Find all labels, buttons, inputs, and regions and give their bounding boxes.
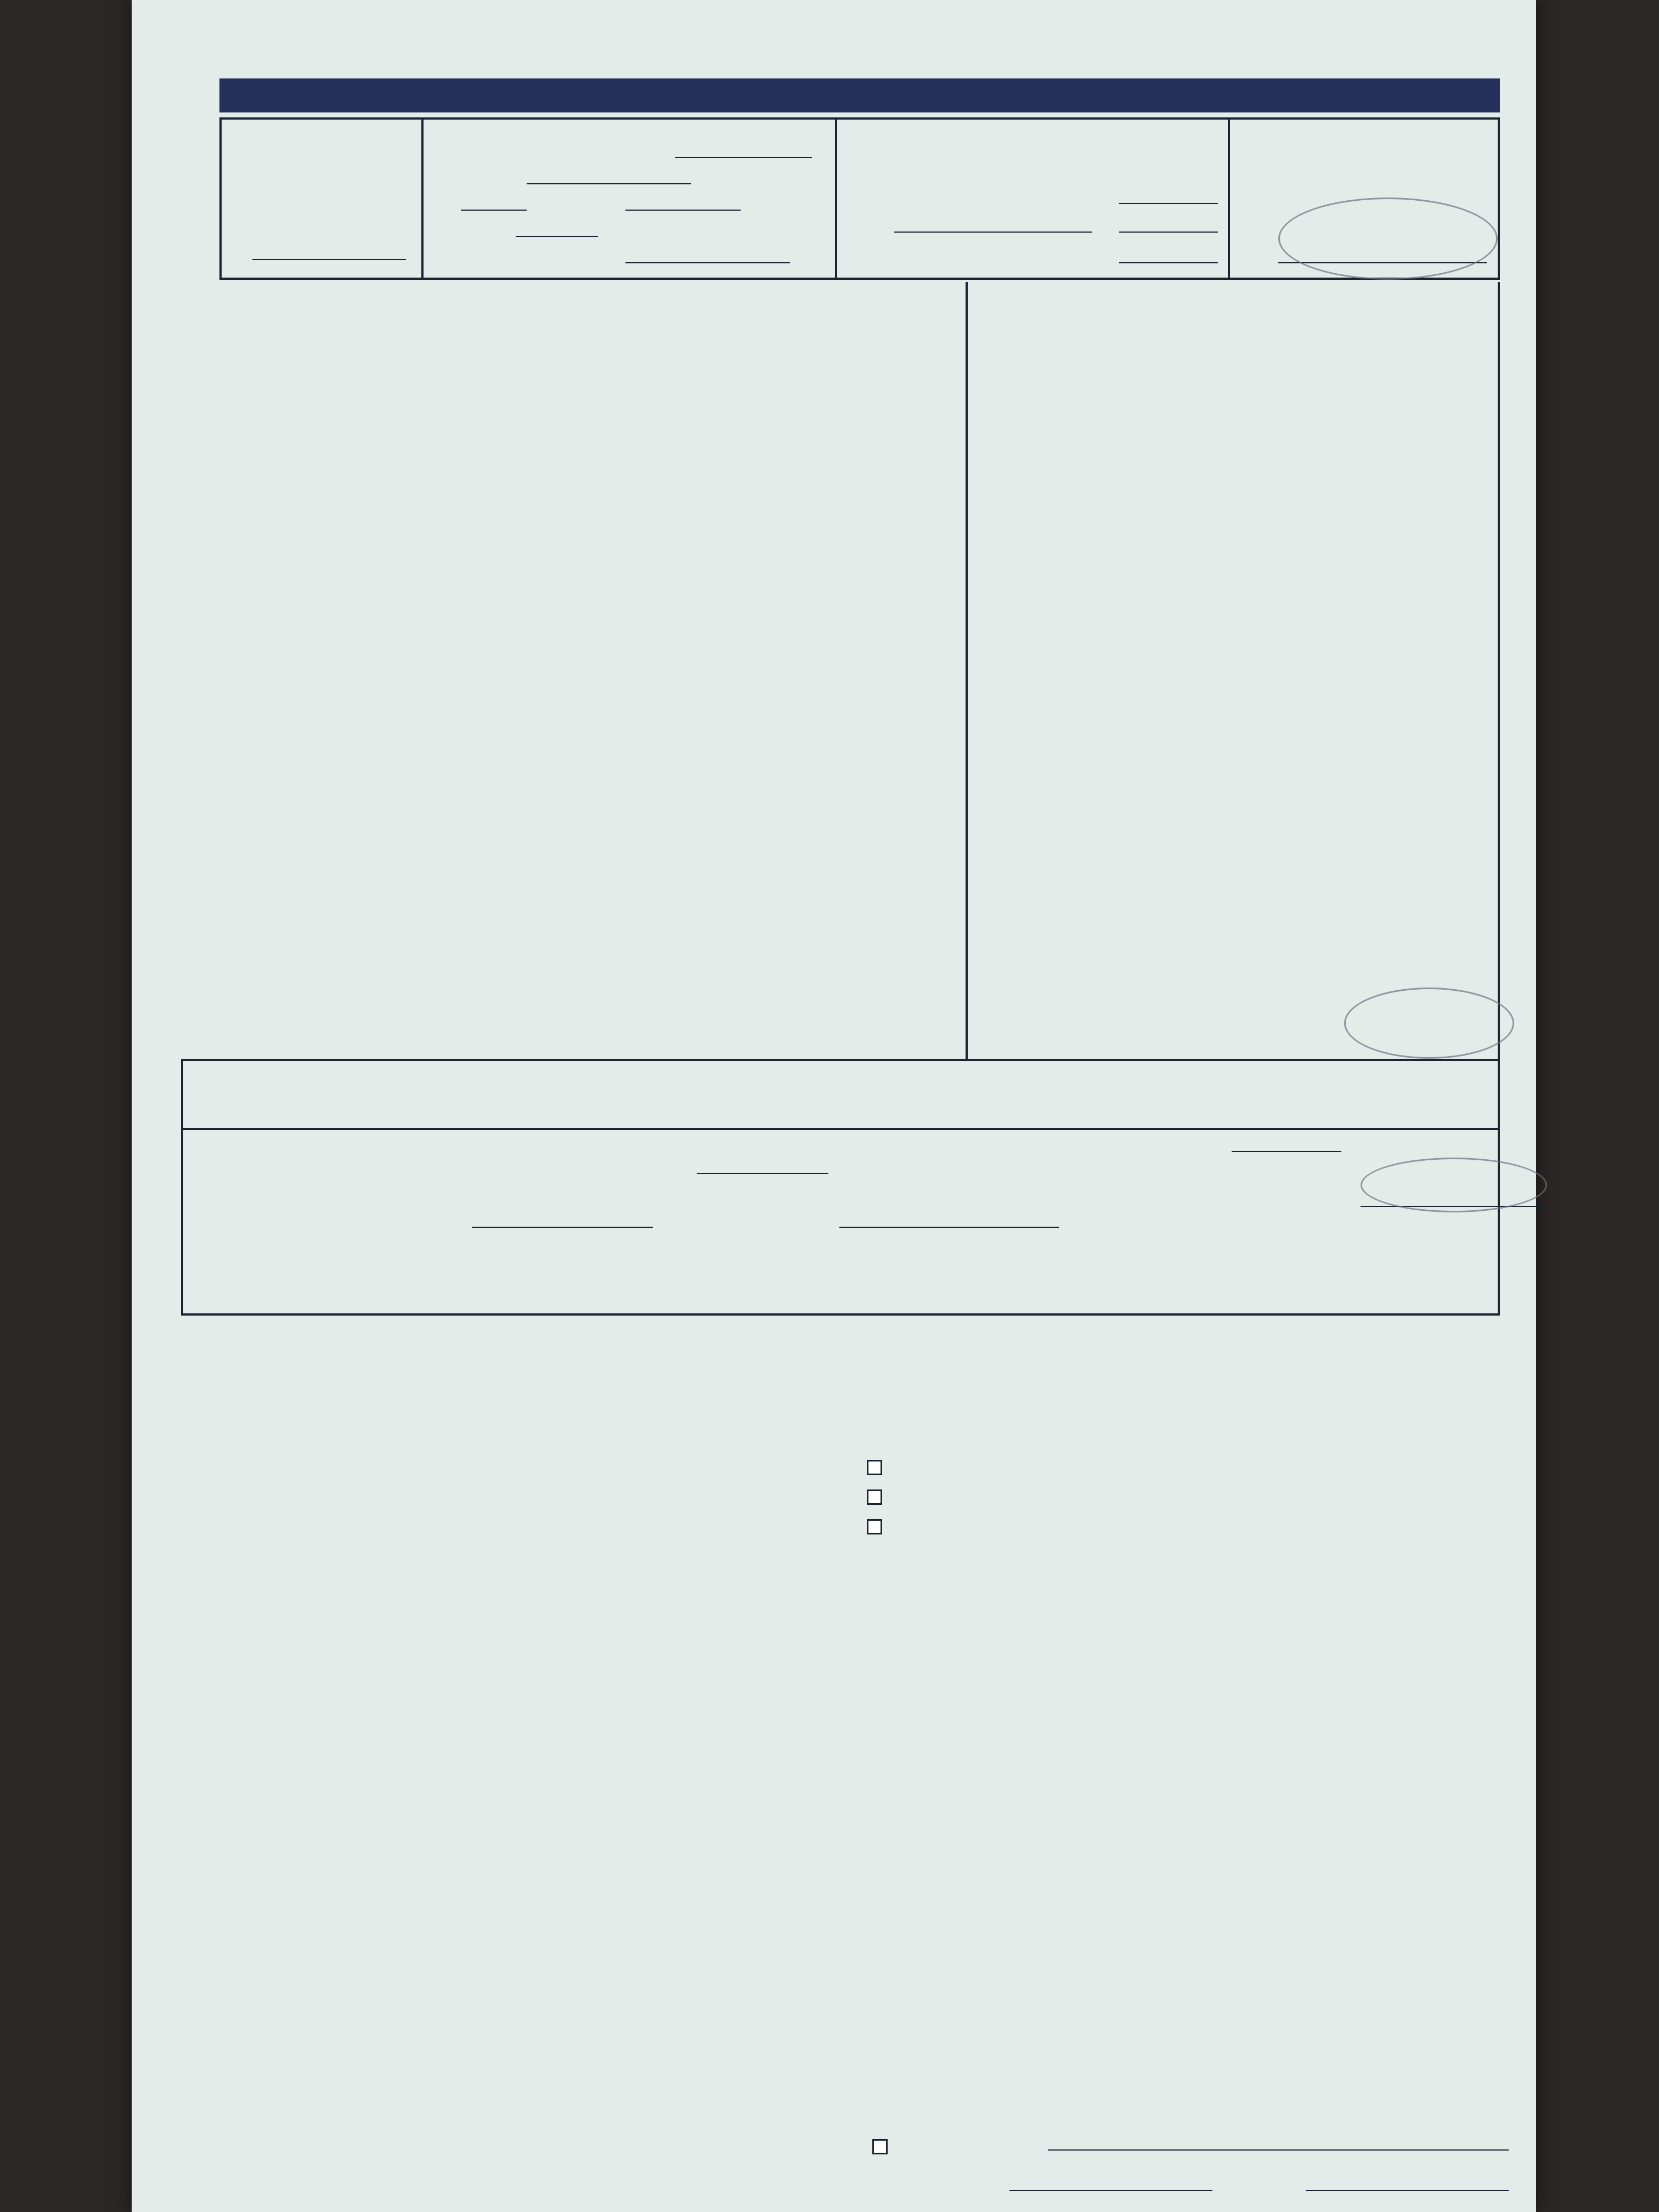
warranty-checkbox[interactable] <box>867 1460 882 1475</box>
warranty-option-3[interactable] <box>867 1516 890 1534</box>
mileage-rate-value <box>697 1148 828 1174</box>
due-date-value <box>527 158 691 184</box>
divider <box>421 117 424 280</box>
amount-due-value <box>252 234 406 260</box>
first-payment-value <box>675 132 812 158</box>
section-5-6-frame <box>219 282 1500 1061</box>
pen-circle <box>1361 1158 1547 1212</box>
mileage-allowance-value <box>1232 1126 1341 1152</box>
credit-life-provider-row[interactable] <box>872 2136 895 2154</box>
disclosures-banner <box>219 78 1500 112</box>
pen-circle <box>1344 988 1514 1059</box>
divider <box>835 117 837 280</box>
monthly-payment-value <box>625 184 741 211</box>
initial-coverage-value <box>1009 2165 1212 2191</box>
credit-life-provider-value <box>1048 2124 1509 2151</box>
processing-fee-value <box>839 1201 1059 1228</box>
monthly-total-value <box>625 237 790 263</box>
warranty-checkbox[interactable] <box>867 1519 882 1534</box>
divider <box>1228 117 1230 280</box>
purchase-option-fee-value <box>472 1201 653 1228</box>
pen-circle <box>1278 198 1498 280</box>
divider <box>966 282 968 1061</box>
lease-document <box>132 0 1536 2212</box>
other-charge-b-desc <box>894 206 1092 233</box>
turn-in-fee-value <box>1119 178 1218 204</box>
sections-7-10-frame <box>181 1061 1500 1316</box>
payment-day-value <box>516 211 598 237</box>
warranty-checkbox[interactable] <box>867 1489 882 1505</box>
credit-life-checkbox[interactable] <box>872 2139 888 2154</box>
warranty-option-2[interactable] <box>867 1487 890 1505</box>
premium-value <box>1306 2165 1509 2191</box>
payment-count-value <box>461 184 527 211</box>
other-charge-b-value <box>1119 206 1218 233</box>
warranty-option-1[interactable] <box>867 1457 890 1475</box>
other-charges-total-value <box>1119 237 1218 263</box>
